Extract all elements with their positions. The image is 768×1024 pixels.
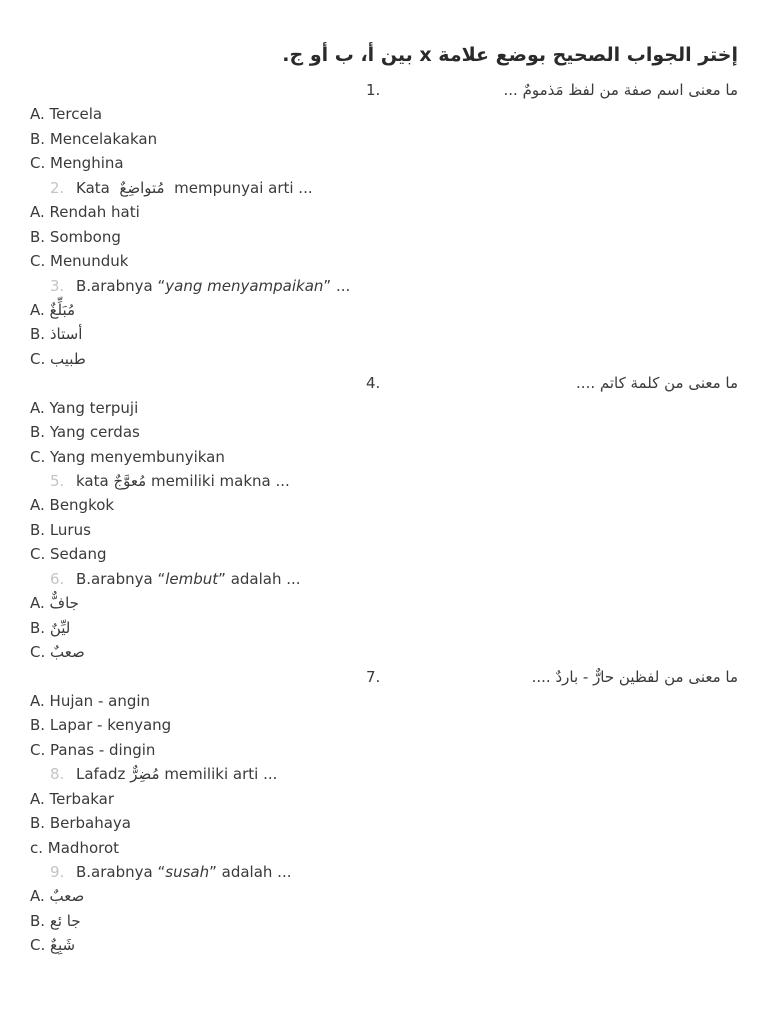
question-number: 3. — [50, 276, 65, 295]
question-text: ما معنى اسم صفة من لفظ مَذمومٌ ... — [503, 81, 738, 99]
question-text-italic: yang menyampaikan — [165, 276, 324, 295]
question-text: ما معنى من لفظين حارٌّ - باردٌ .... — [531, 667, 738, 686]
option-c: C. Menghina — [30, 154, 124, 173]
option-a: A. Bengkok — [30, 496, 115, 515]
question-9 — [30, 860, 738, 884]
option-c — [30, 640, 738, 664]
option-a — [30, 884, 738, 908]
option-b — [30, 322, 738, 346]
question-number: 5. — [50, 472, 65, 490]
option-b: B. Lapar - kenyang — [30, 716, 172, 735]
option-letter: C. — [30, 936, 46, 955]
option-b: B. Berbahaya — [30, 814, 131, 833]
question-text-pre: B.arabnya “ — [76, 863, 166, 881]
option-b: B. Lurus — [30, 520, 91, 539]
option-c: C. Menunduk — [30, 252, 129, 271]
option-arabic: صعبٌ — [50, 643, 85, 662]
option-b: B. Sombong — [30, 227, 121, 246]
option-letter: B. — [30, 618, 46, 637]
option-c — [30, 933, 738, 957]
question-text-post: ” ... — [323, 276, 351, 295]
question-3 — [30, 274, 738, 298]
question-number: 6. — [50, 569, 65, 588]
question-text-pre: kata — [76, 472, 109, 490]
option-letter: A. — [30, 594, 45, 613]
question-text-post: mempunyai arti ... — [174, 178, 313, 197]
question-text-post: ” adalah ... — [218, 569, 301, 588]
question-number: 4. — [366, 374, 381, 393]
question-number: 7. — [366, 667, 381, 686]
option-a: A. Terbakar — [30, 789, 115, 808]
option-b: B. Yang cerdas — [30, 423, 140, 442]
option-c: C. Panas - dingin — [30, 740, 156, 759]
question-number: 1. — [366, 81, 381, 99]
option-a: A. Yang terpuji — [30, 398, 139, 417]
option-arabic: صعبٌ — [49, 887, 85, 906]
question-arabic-word: مُعوَّجٌ — [113, 472, 147, 490]
option-letter: B. — [30, 911, 46, 930]
option-b: B. Mencelakakan — [30, 129, 158, 148]
question-8 — [30, 762, 738, 786]
question-text-pre: B.arabnya “ — [76, 569, 166, 588]
option-arabic: شَبِعٌ — [50, 936, 76, 955]
option-letter: B. — [30, 325, 46, 344]
question-5 — [30, 469, 738, 493]
option-c: c. Madhorot — [30, 838, 120, 857]
question-text-post: ” adalah ... — [209, 863, 292, 881]
option-a — [30, 591, 738, 615]
option-letter: C. — [30, 349, 46, 368]
question-text: ما معنى من كلمة كاتم .... — [576, 374, 738, 393]
option-a: A. Rendah hati — [30, 203, 140, 222]
option-c: C. Yang menyembunyikan — [30, 447, 225, 466]
instruction-title: إختر الجواب الصحيح بوضع علامة x بين أ، ب أو ج. — [282, 44, 738, 66]
question-text-italic: lembut — [165, 569, 219, 588]
option-letter: A. — [30, 887, 45, 906]
option-a: A. Hujan - angin — [30, 691, 151, 710]
option-arabic: مُبَلِّغٌ — [49, 300, 76, 319]
option-letter: A. — [30, 300, 45, 319]
question-number: 8. — [50, 765, 65, 784]
option-c: C. Sedang — [30, 545, 107, 564]
option-arabic: ليِّنٌ — [49, 618, 71, 637]
question-1 — [30, 78, 738, 102]
question-text-pre: Kata — [76, 178, 110, 197]
question-text-post: memiliki arti ... — [164, 765, 278, 784]
question-list — [30, 78, 738, 958]
option-arabic: طبيب — [50, 349, 86, 368]
question-number: 9. — [50, 863, 65, 881]
question-2 — [30, 176, 738, 200]
option-letter: C. — [30, 643, 46, 662]
question-text-pre: Lafadz — [76, 765, 126, 784]
question-7 — [30, 665, 738, 689]
question-4 — [30, 371, 738, 395]
option-c — [30, 347, 738, 371]
option-arabic: جا ئع — [49, 911, 81, 930]
question-text-italic: susah — [165, 863, 210, 881]
question-text-post: memiliki makna ... — [150, 472, 290, 490]
option-b — [30, 616, 738, 640]
option-arabic: جافٌّ — [49, 594, 79, 613]
question-arabic-word: مُتواضِعٌ — [119, 178, 165, 197]
question-6 — [30, 567, 738, 591]
option-arabic: أستاذ — [49, 325, 83, 344]
option-a: A. Tercela — [30, 105, 103, 124]
question-arabic-word: مُضِرٌّ — [130, 765, 160, 784]
question-number: 2. — [50, 178, 65, 197]
question-text-pre: B.arabnya “ — [76, 276, 166, 295]
option-a — [30, 298, 738, 322]
option-b — [30, 909, 738, 933]
